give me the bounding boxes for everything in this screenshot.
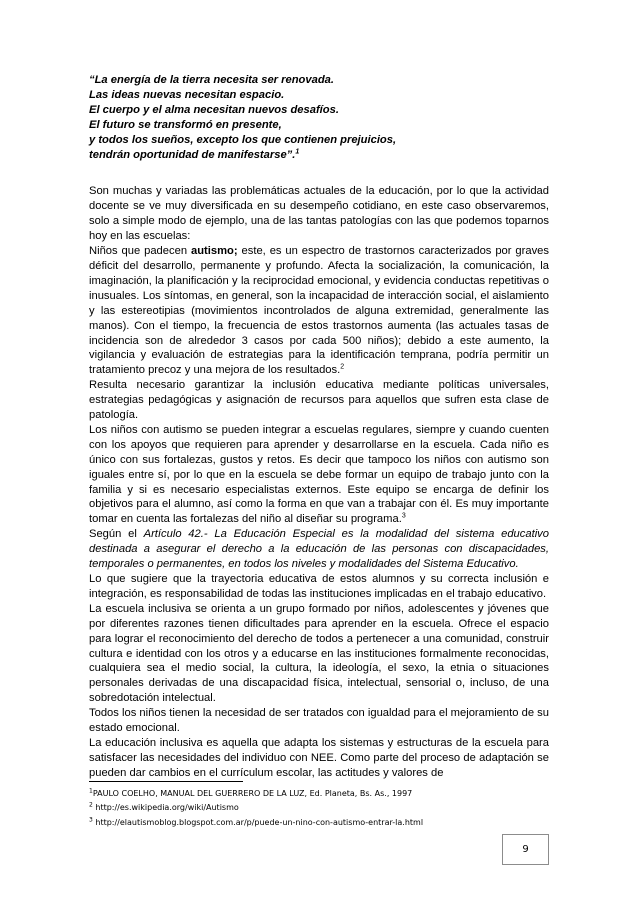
footnote	[89, 801, 559, 815]
paragraph: Resulta necesario garantizar la inclusión educativa mediante políticas universales, estrategias pedagógicas y asignación de recursos para aquellos que sufren esta clase de patología.	[89, 379, 549, 422]
footnote-ref[interactable]: 3	[401, 512, 406, 520]
footnote-ref[interactable]: 2	[340, 363, 345, 371]
law-citation: Artículo 42.- La Educación Especial es la modalidad del sistema educativo destinada a asegurar el derecho a la educación de las personas con discapacidades, temporales o permanentes, en todos los niveles y modalidades del Sistema Educativo.	[89, 528, 549, 571]
paragraph-text: Los niños con autismo se pueden integrar a escuelas regulares, siempre y cuando cuenten con los apoyos que requieren para aprender y desarrollarse en la escuela. Cada niño es único con sus fortalezas, gustos y retos. Es decir que tampoco los niños con autismo son iguales entre sí, por lo que en la escuela se debe formar un equipo de trabajo junto con la familia y si es necesario especialistas externos. Este equipo se encarga de definir los objetivos para el alumno, así como la forma en que van a trabajar con él. Es muy importante tomar en cuenta las fortalezas del niño al diseñar su programa.	[89, 423, 549, 526]
paragraph	[89, 423, 549, 527]
footnote	[89, 787, 559, 801]
epigraph-quote	[89, 73, 549, 162]
quote-line: El futuro se transformó en presente,	[89, 118, 282, 131]
footnote-link[interactable]: http://es.wikipedia.org/wiki/Autismo	[92, 803, 239, 813]
page-number: 9	[522, 844, 529, 855]
body-text	[89, 184, 549, 780]
footnote-divider	[89, 781, 243, 782]
quote-line: “La energía de la tierra necesita ser renovada.	[89, 74, 334, 86]
footnote-number: 3	[89, 816, 93, 824]
quote-line: Las ideas nuevas necesitan espacio.	[89, 88, 285, 101]
paragraph: Lo que sugiere que la trayectoria educativa de estos alumnos y su correcta inclusión e integración, es responsabilidad de todas las instituciones implicadas en el trabajo educativo.	[89, 573, 549, 600]
paragraph	[89, 527, 549, 572]
footnotes	[89, 787, 559, 830]
quote-line	[89, 148, 549, 163]
quote-line: y todos los sueños, excepto los que contienen prejuicios,	[89, 133, 397, 146]
paragraph	[89, 244, 549, 378]
paragraph-text: Niños que padecen	[89, 245, 191, 258]
footnote-ref[interactable]: 1	[295, 147, 300, 155]
footnote-text: PAULO COELHO, MANUAL DEL GUERRERO DE LA LUZ, Ed. Planeta, Bs. As., 1997	[92, 789, 413, 798]
footnote-number: 2	[89, 801, 93, 809]
paragraph-text: este, es un espectro de trastornos caracterizados por graves déficit del desarrollo, permanente y profundo. Afecta la socialización, la comunicación, la imaginación, la planificación y la reciprocidad emocional, y evidencia conductas repetitivas o inusuales. Los síntomas, en general, son la incapacidad de interacción social, el aislamiento y las estereotipias (movimientos incontrolados de alguna extremidad, generalmente las manos). Con el tiempo, la frecuencia de estos trastornos aumenta (las actuales tasas de incidencia son de alrededor 3 casos por cada 500 niños); debido a este aumento, la vigilancia y evaluación de estrategias para la identificación temprana, podría permitir un tratamiento precoz y una mejora de los resultados.	[89, 245, 549, 377]
footnote	[89, 816, 559, 830]
paragraph-text: Según el	[89, 528, 144, 541]
quote-line-text: tendrán oportunidad de manifestarse”.	[89, 148, 296, 161]
paragraph: Todos los niños tienen la necesidad de ser tratados con igualdad para el mejoramiento de su estado emocional.	[89, 707, 549, 735]
paragraph: Son muchas y variadas las problemáticas actuales de la educación, por lo que la actividad docente se ve muy diversificada en su desempeño cotidiano, en este caso observaremos, solo a simple modo de ejemplo, una de las tantas patologías con las que podemos toparnos hoy en las escuelas:	[89, 185, 549, 243]
bold-term: autismo;	[190, 245, 238, 258]
page-number-box	[502, 834, 549, 865]
footnote-link[interactable]: http://elautismoblog.blogspot.com.ar/p/puede-un-nino-con-autismo-entrar-la.html	[92, 817, 424, 827]
paragraph: La educación inclusiva es aquella que adapta los sistemas y estructuras de la escuela para satisfacer las necesidades del individuo con NEE. Como parte del proceso de adaptación se pueden dar cambios en el currículum escolar, las actitudes y valores de	[89, 736, 549, 779]
page-content	[89, 73, 549, 781]
footnote-number: 1	[89, 787, 93, 795]
paragraph: La escuela inclusiva se orienta a un grupo formado por niños, adolescentes y jóvenes que por diferentes razones tienen dificultades para aprender en la escuela. Ofrece el espacio para lograr el reconocimiento del derecho de todos a pertenecer a una comunidad, construir cultura e identidad con los otros y a educarse en las instituciones formalmente reconocidas, cualquiera sea el medio social, la cultura, la ideología, el sexo, la etnia o situaciones personales derivadas de una discapacidad física, intelectual, sensorial o, incluso, de una sobredotación intelectual.	[89, 602, 549, 705]
quote-line: El cuerpo y el alma necesitan nuevos desafíos.	[89, 103, 339, 116]
spacer	[89, 162, 549, 184]
